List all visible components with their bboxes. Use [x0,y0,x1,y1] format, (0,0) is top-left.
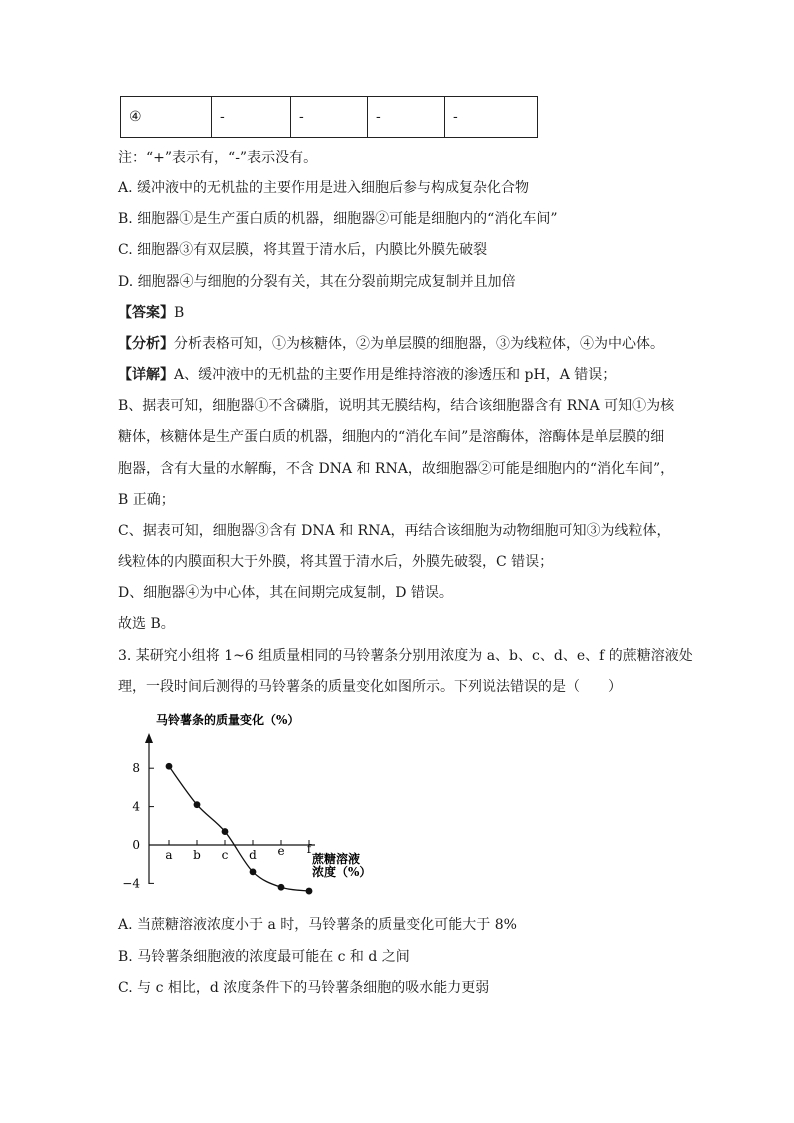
answer-label: 【答案】 [118,305,174,321]
organelle-table [120,96,538,138]
table-note: 注：“+”表示有，“-”表示没有。 [118,150,318,166]
table-cell: - [368,97,445,138]
x-tick-label: b [193,848,201,862]
analysis-line [118,334,664,354]
table-row [121,97,538,138]
option-d: D. 细胞器④与细胞的分裂有关，其在分裂前期完成复制并且加倍 [118,274,516,290]
detail-line: C、据表可知，细胞器③含有 DNA 和 RNA，再结合该细胞为动物细胞可知③为线粒体， [118,523,671,539]
x-axis-label: 浓度（%） [312,865,372,879]
answer-value: B [174,305,185,321]
x-tick-label: f [306,842,312,856]
option-a: A. 缓冲液中的无机盐的主要作用是进入细胞后参与构成复杂化合物 [118,180,530,196]
data-point [250,868,257,875]
detail-line: 糖体，核糖体是生产蛋白质的机器，细胞内的“消化车间”是溶酶体，溶酶体是单层膜的细 [118,429,665,445]
detail-line: 故选 B。 [118,616,175,632]
option-b: B. 细胞器①是生产蛋白质的机器，细胞器②可能是细胞内的“消化车间” [118,211,558,227]
y-tick-label: 8 [132,761,140,776]
question-3-stem: 理，一段时间后测得的马铃薯条的质量变化如图所示。下列说法错误的是（ ） [118,679,622,695]
x-tick-label: e [277,844,285,858]
detail-line: 胞器，含有大量的水解酶，不含 DNA 和 RNA，故细胞器②可能是细胞内的“消化车间”， [118,461,675,477]
detail-line: B、据表可知，细胞器①不含磷脂，说明其无膜结构，结合该细胞器含有 RNA 可知①为核 [118,398,675,414]
option-b: B. 马铃薯条细胞液的浓度最可能在 c 和 d 之间 [118,949,410,965]
detail-line: B 正确； [118,492,175,508]
y-tick-label: −4 [122,876,140,891]
detail-label: 【详解】 [118,367,174,383]
table-cell: ④ [121,97,212,138]
option-a: A. 当蔗糖溶液浓度小于 a 时，马铃薯条的质量变化可能大于 8% [118,917,517,933]
x-axis-label: 蔗糖溶液 [312,852,361,866]
analysis-label: 【分析】 [118,336,174,352]
detail-line: D、细胞器④为中心体，其在间期完成复制，D 错误。 [118,585,453,601]
table-cell: - [212,97,291,138]
detail-line: 线粒体的内膜面积大于外膜，将其置于清水后，外膜先破裂，C 错误； [118,554,554,570]
data-point [278,884,285,891]
x-tick-label: a [165,848,173,862]
data-point [166,763,173,770]
answer-line [118,303,184,323]
detail-line [118,365,616,385]
y-axis-arrow [145,733,153,743]
chart-title: 马铃薯条的质量变化（%） [156,713,300,727]
data-point [194,801,201,808]
mass-change-chart [118,702,398,898]
option-c: C. 细胞器③有双层膜，将其置于清水后，内膜比外膜先破裂 [118,242,488,258]
option-c: C. 与 c 相比，d 浓度条件下的马铃薯条细胞的吸水能力更弱 [118,980,490,996]
table-cell: - [445,97,538,138]
series-line [169,766,309,891]
x-tick-label: d [249,848,257,862]
question-3-stem: 3. 某研究小组将 1~6 组质量相同的马铃薯条分别用浓度为 a、b、c、d、e、f 的蔗糖溶液处 [118,648,693,664]
x-tick-label: c [221,848,229,862]
analysis-text: 分析表格可知，①为核糖体，②为单层膜的细胞器，③为线粒体，④为中心体。 [174,336,664,352]
data-point [222,828,229,835]
data-point [306,888,313,895]
table-cell: - [291,97,368,138]
detail-text: A、缓冲液中的无机盐的主要作用是维持溶液的渗透压和 pH，A 错误； [174,367,617,383]
y-tick-label: 4 [132,799,140,814]
y-tick-label: 0 [132,838,140,852]
